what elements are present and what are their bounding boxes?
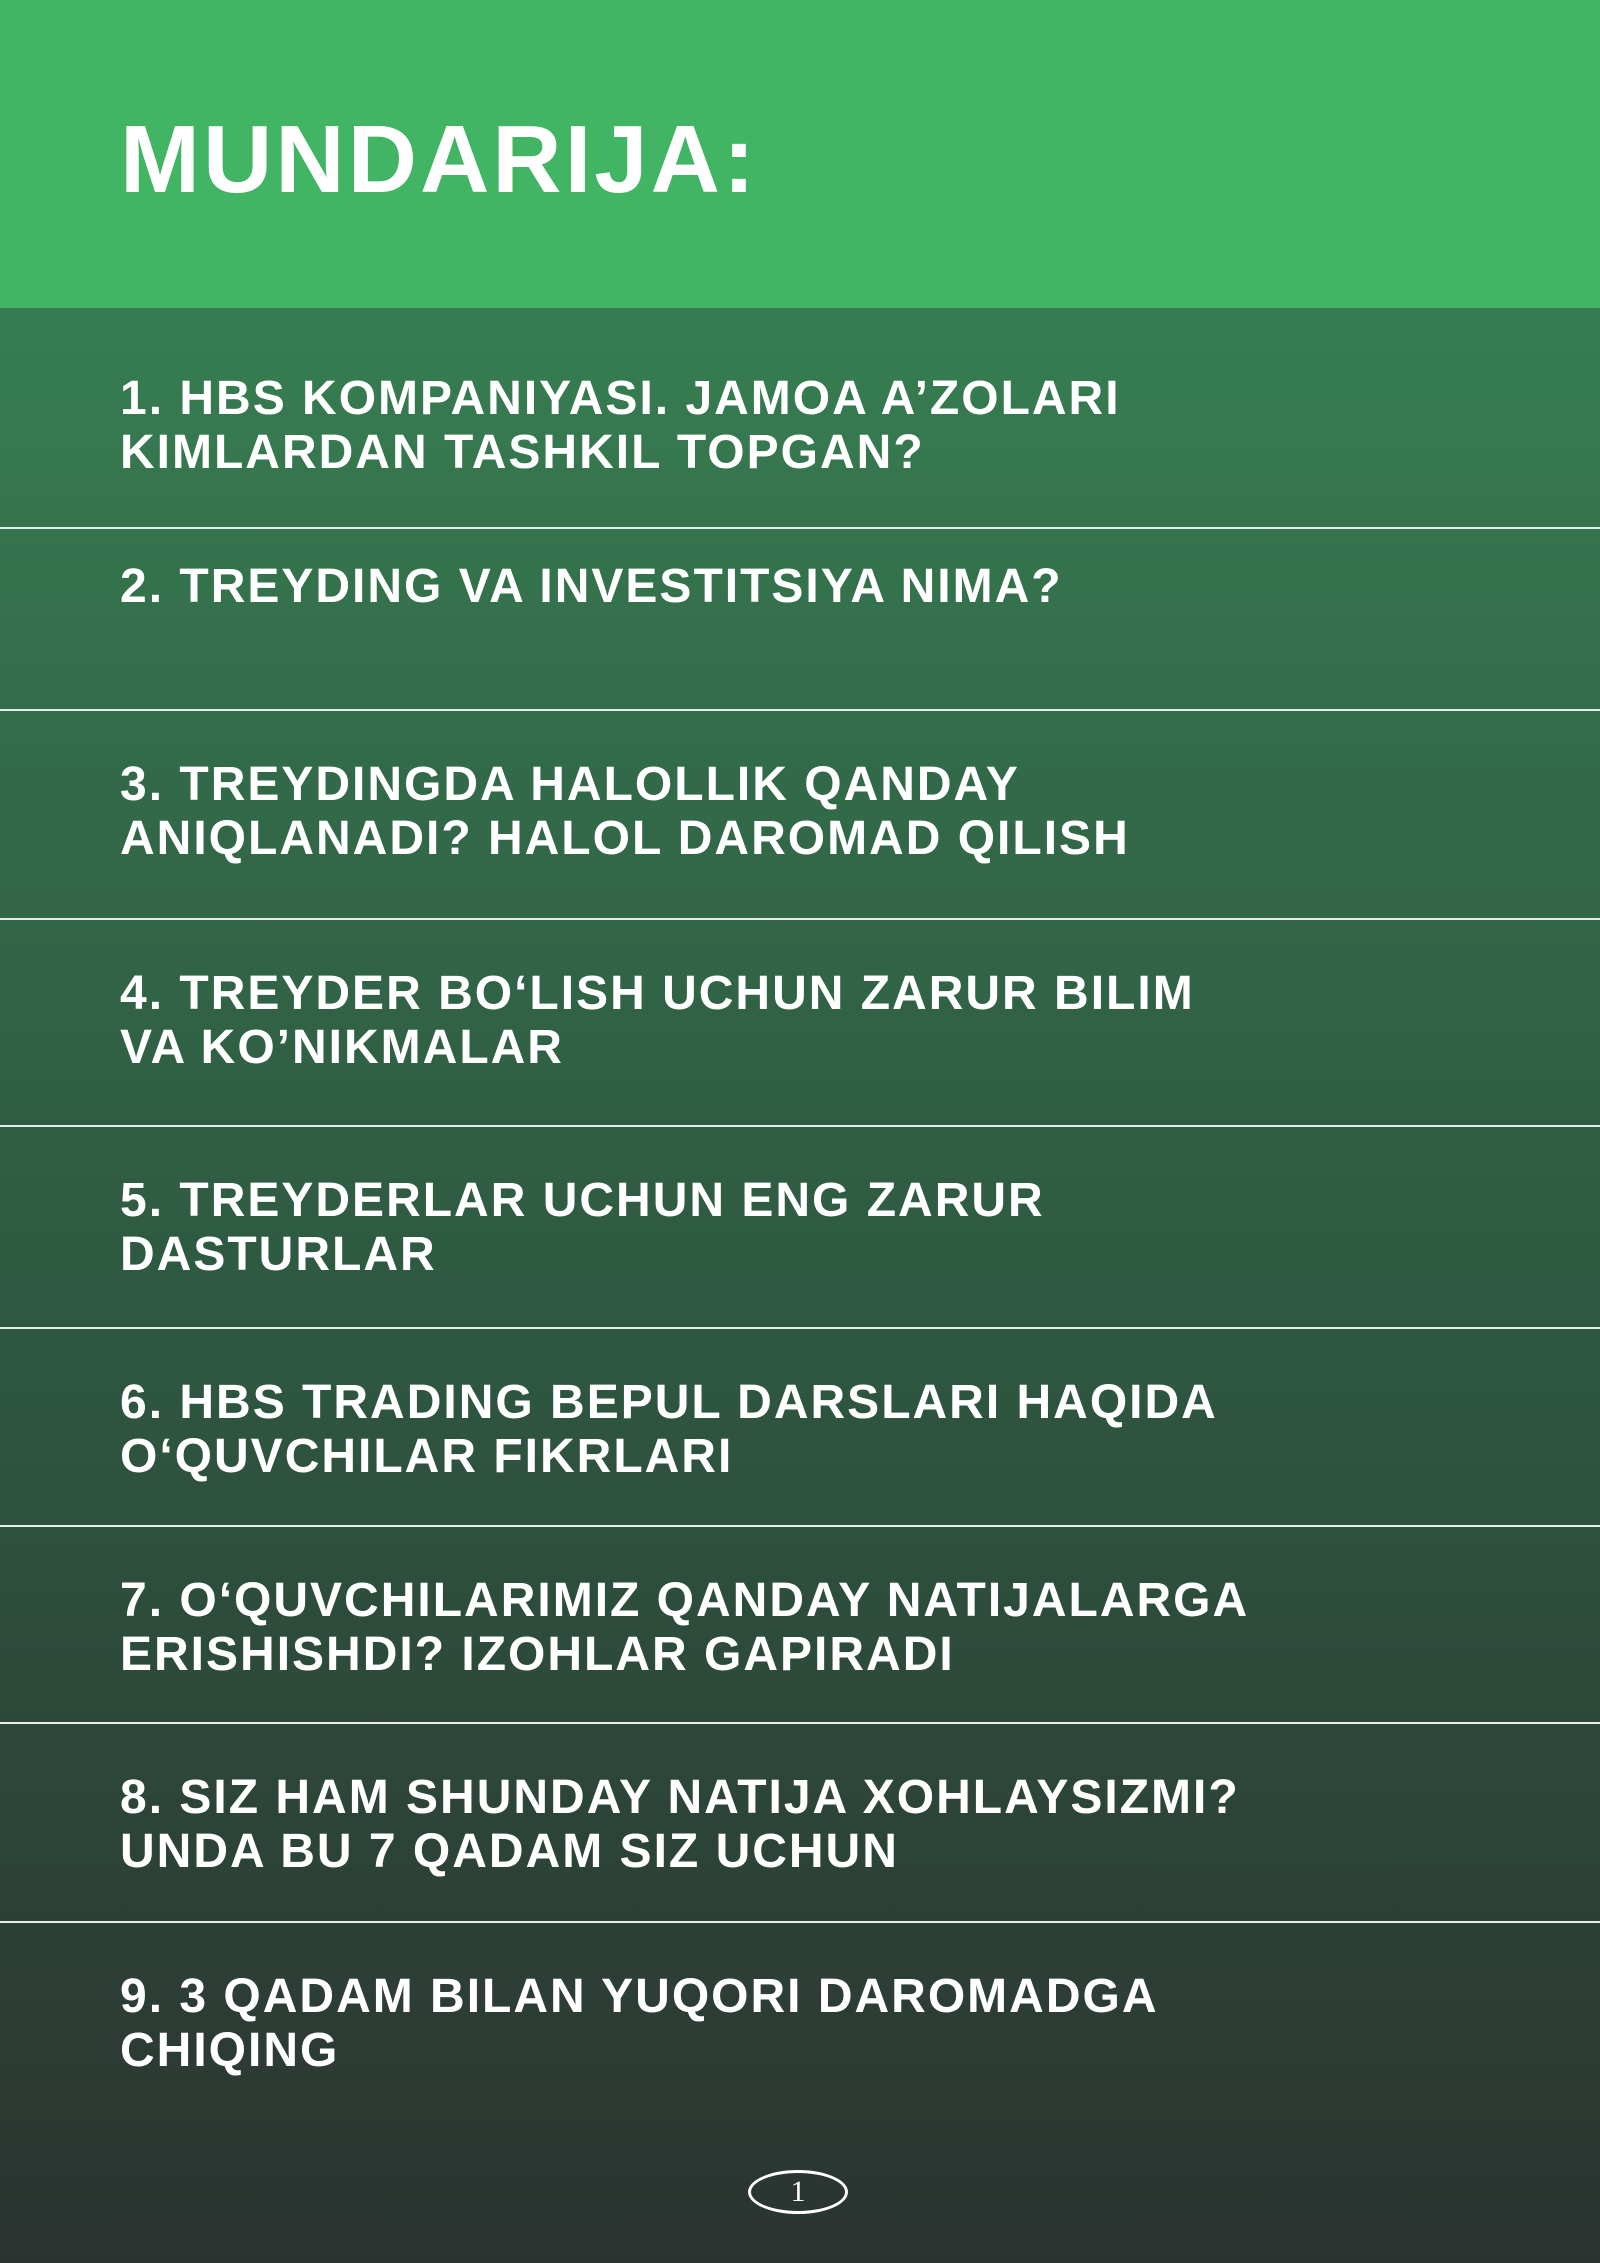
toc-item-1[interactable] xyxy=(120,372,1520,480)
divider xyxy=(0,1327,1600,1329)
toc-item-line: 6. HBS TRADING BEPUL DARSLARI HAQIDA xyxy=(120,1376,1218,1429)
header-banner xyxy=(0,0,1600,308)
toc-item-line: 3. TREYDINGDA HALOLLIK QANDAY xyxy=(120,758,1020,811)
divider xyxy=(0,918,1600,920)
divider xyxy=(0,709,1600,711)
divider xyxy=(0,1921,1600,1923)
toc-item-6[interactable] xyxy=(120,1376,1520,1484)
toc-item-line: 5. TREYDERLAR UCHUN ENG ZARUR xyxy=(120,1174,1045,1227)
toc-item-8[interactable] xyxy=(120,1771,1520,1879)
toc-item-9[interactable] xyxy=(120,1970,1520,2078)
toc-item-line: 1. HBS KOMPANIYASI. JAMOA A’ZOLARI xyxy=(120,372,1121,425)
divider xyxy=(0,1722,1600,1724)
toc-item-3[interactable] xyxy=(120,758,1520,866)
toc-item-line: 9. 3 QADAM BILAN YUQORI DAROMADGA xyxy=(120,1970,1159,2023)
toc-item-line: 8. SIZ HAM SHUNDAY NATIJA XOHLAYSIZMI? xyxy=(120,1771,1240,1824)
toc-item-line: UNDA BU 7 QADAM SIZ UCHUN xyxy=(120,1825,899,1878)
page-title: MUNDARIJA: xyxy=(120,106,758,213)
toc-item-line: 7. O‘QUVCHILARIMIZ QANDAY NATIJALARGA xyxy=(120,1574,1250,1627)
toc-item-line: 2. TREYDING VA INVESTITSIYA NIMA? xyxy=(120,560,1063,613)
toc-item-line: KIMLARDAN TASHKIL TOPGAN? xyxy=(120,426,925,479)
toc-item-line: VA KO’NIKMALAR xyxy=(120,1021,564,1074)
divider xyxy=(0,1125,1600,1127)
toc-item-2[interactable] xyxy=(120,560,1520,614)
toc-item-line: ERISHISHDI? IZOHLAR GAPIRADI xyxy=(120,1628,955,1681)
toc-item-line: CHIQING xyxy=(120,2024,340,2077)
toc-item-line: ANIQLANADI? HALOL DAROMAD QILISH xyxy=(120,812,1130,865)
toc-item-line: 4. TREYDER BO‘LISH UCHUN ZARUR BILIM xyxy=(120,967,1195,1020)
toc-item-line: O‘QUVCHILAR FIKRLARI xyxy=(120,1430,734,1483)
toc-item-line: DASTURLAR xyxy=(120,1228,437,1281)
toc-item-7[interactable] xyxy=(120,1574,1520,1682)
toc-item-4[interactable] xyxy=(120,967,1520,1075)
divider xyxy=(0,1525,1600,1527)
divider xyxy=(0,527,1600,529)
toc-item-5[interactable] xyxy=(120,1174,1520,1282)
page-number: 1 xyxy=(748,2170,848,2214)
